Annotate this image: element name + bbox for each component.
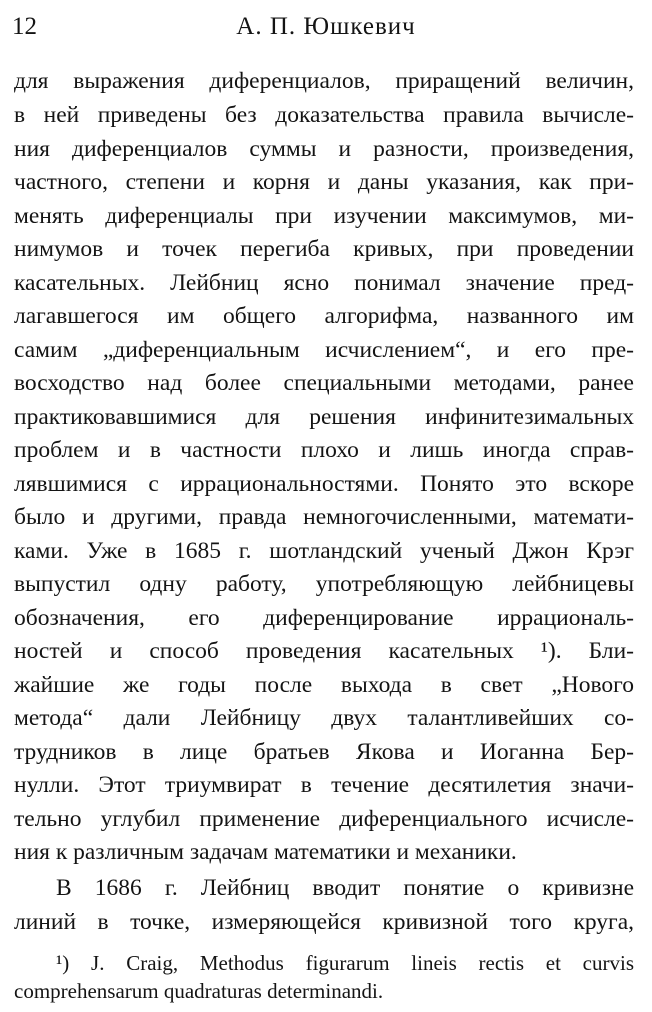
text-line: линий в точке, измеряющейся кривизной того круга, (14, 909, 634, 935)
text-line: лагавшегося им общего алгорифма, названного им (14, 303, 634, 329)
text-line: восходство над более специальными методами, ранее (14, 370, 634, 396)
text-line: обозначения, его диференцирование иррациональ- (14, 605, 634, 631)
text-line: метода“ дали Лейбницу двух талантливейших со- (14, 705, 634, 731)
text-line: ния диференциалов суммы и разности, произведения, (14, 136, 634, 162)
text-line: В 1686 г. Лейбниц вводит понятие о кривизне (56, 875, 634, 901)
text-line: ния к различным задачам математики и механики. (14, 839, 517, 865)
text-line: самим „диференциальным исчислением“, и его пре- (14, 337, 634, 363)
text-line: нимумов и точек перегиба кривых, при проведении (14, 236, 634, 262)
page-number: 12 (12, 13, 37, 40)
running-head: А. П. Юшкевич (236, 13, 416, 40)
footnote-line: ¹) J. Craig, Methodus figurarum lineis rectis et curvis (56, 951, 634, 975)
text-line: частного, степени и корня и даны указания, как при- (14, 169, 634, 195)
text-line: было и другими, правда немногочисленными, математи- (14, 504, 634, 530)
text-line: касательных. Лейбниц ясно понимал значение пред- (14, 270, 634, 296)
text-line: в ней приведены без доказательства правила вычисле- (14, 102, 634, 128)
text-line: лявшимися с иррациональностями. Понято это вскоре (14, 471, 634, 497)
text-line: для выражения диференциалов, приращений величин, (14, 68, 634, 94)
text-line: менять диференциалы при изучении максимумов, ми- (14, 203, 634, 229)
text-line: жайшие же годы после выхода в свет „Нового (14, 672, 634, 698)
text-line: выпустил одну работу, употребляющую лейбницевы (14, 571, 634, 597)
text-line: тельно углубил применение диференциального исчисле- (14, 806, 634, 832)
text-line: трудников в лице братьев Якова и Иоганна Бер- (14, 739, 634, 765)
text-line: проблем и в частности плохо и лишь иногда справ- (14, 437, 634, 463)
text-line: практиковавшимися для решения инфинитезимальных (14, 404, 634, 430)
footnote-line: comprehensarum quadraturas determinandi. (14, 979, 384, 1003)
text-line: ностей и способ проведения касательных ¹). Бли- (14, 638, 634, 664)
text-line: нулли. Этот триумвират в течение десятилетия значи- (14, 772, 634, 798)
text-line: ками. Уже в 1685 г. шотландский ученый Джон Крэг (14, 538, 634, 564)
